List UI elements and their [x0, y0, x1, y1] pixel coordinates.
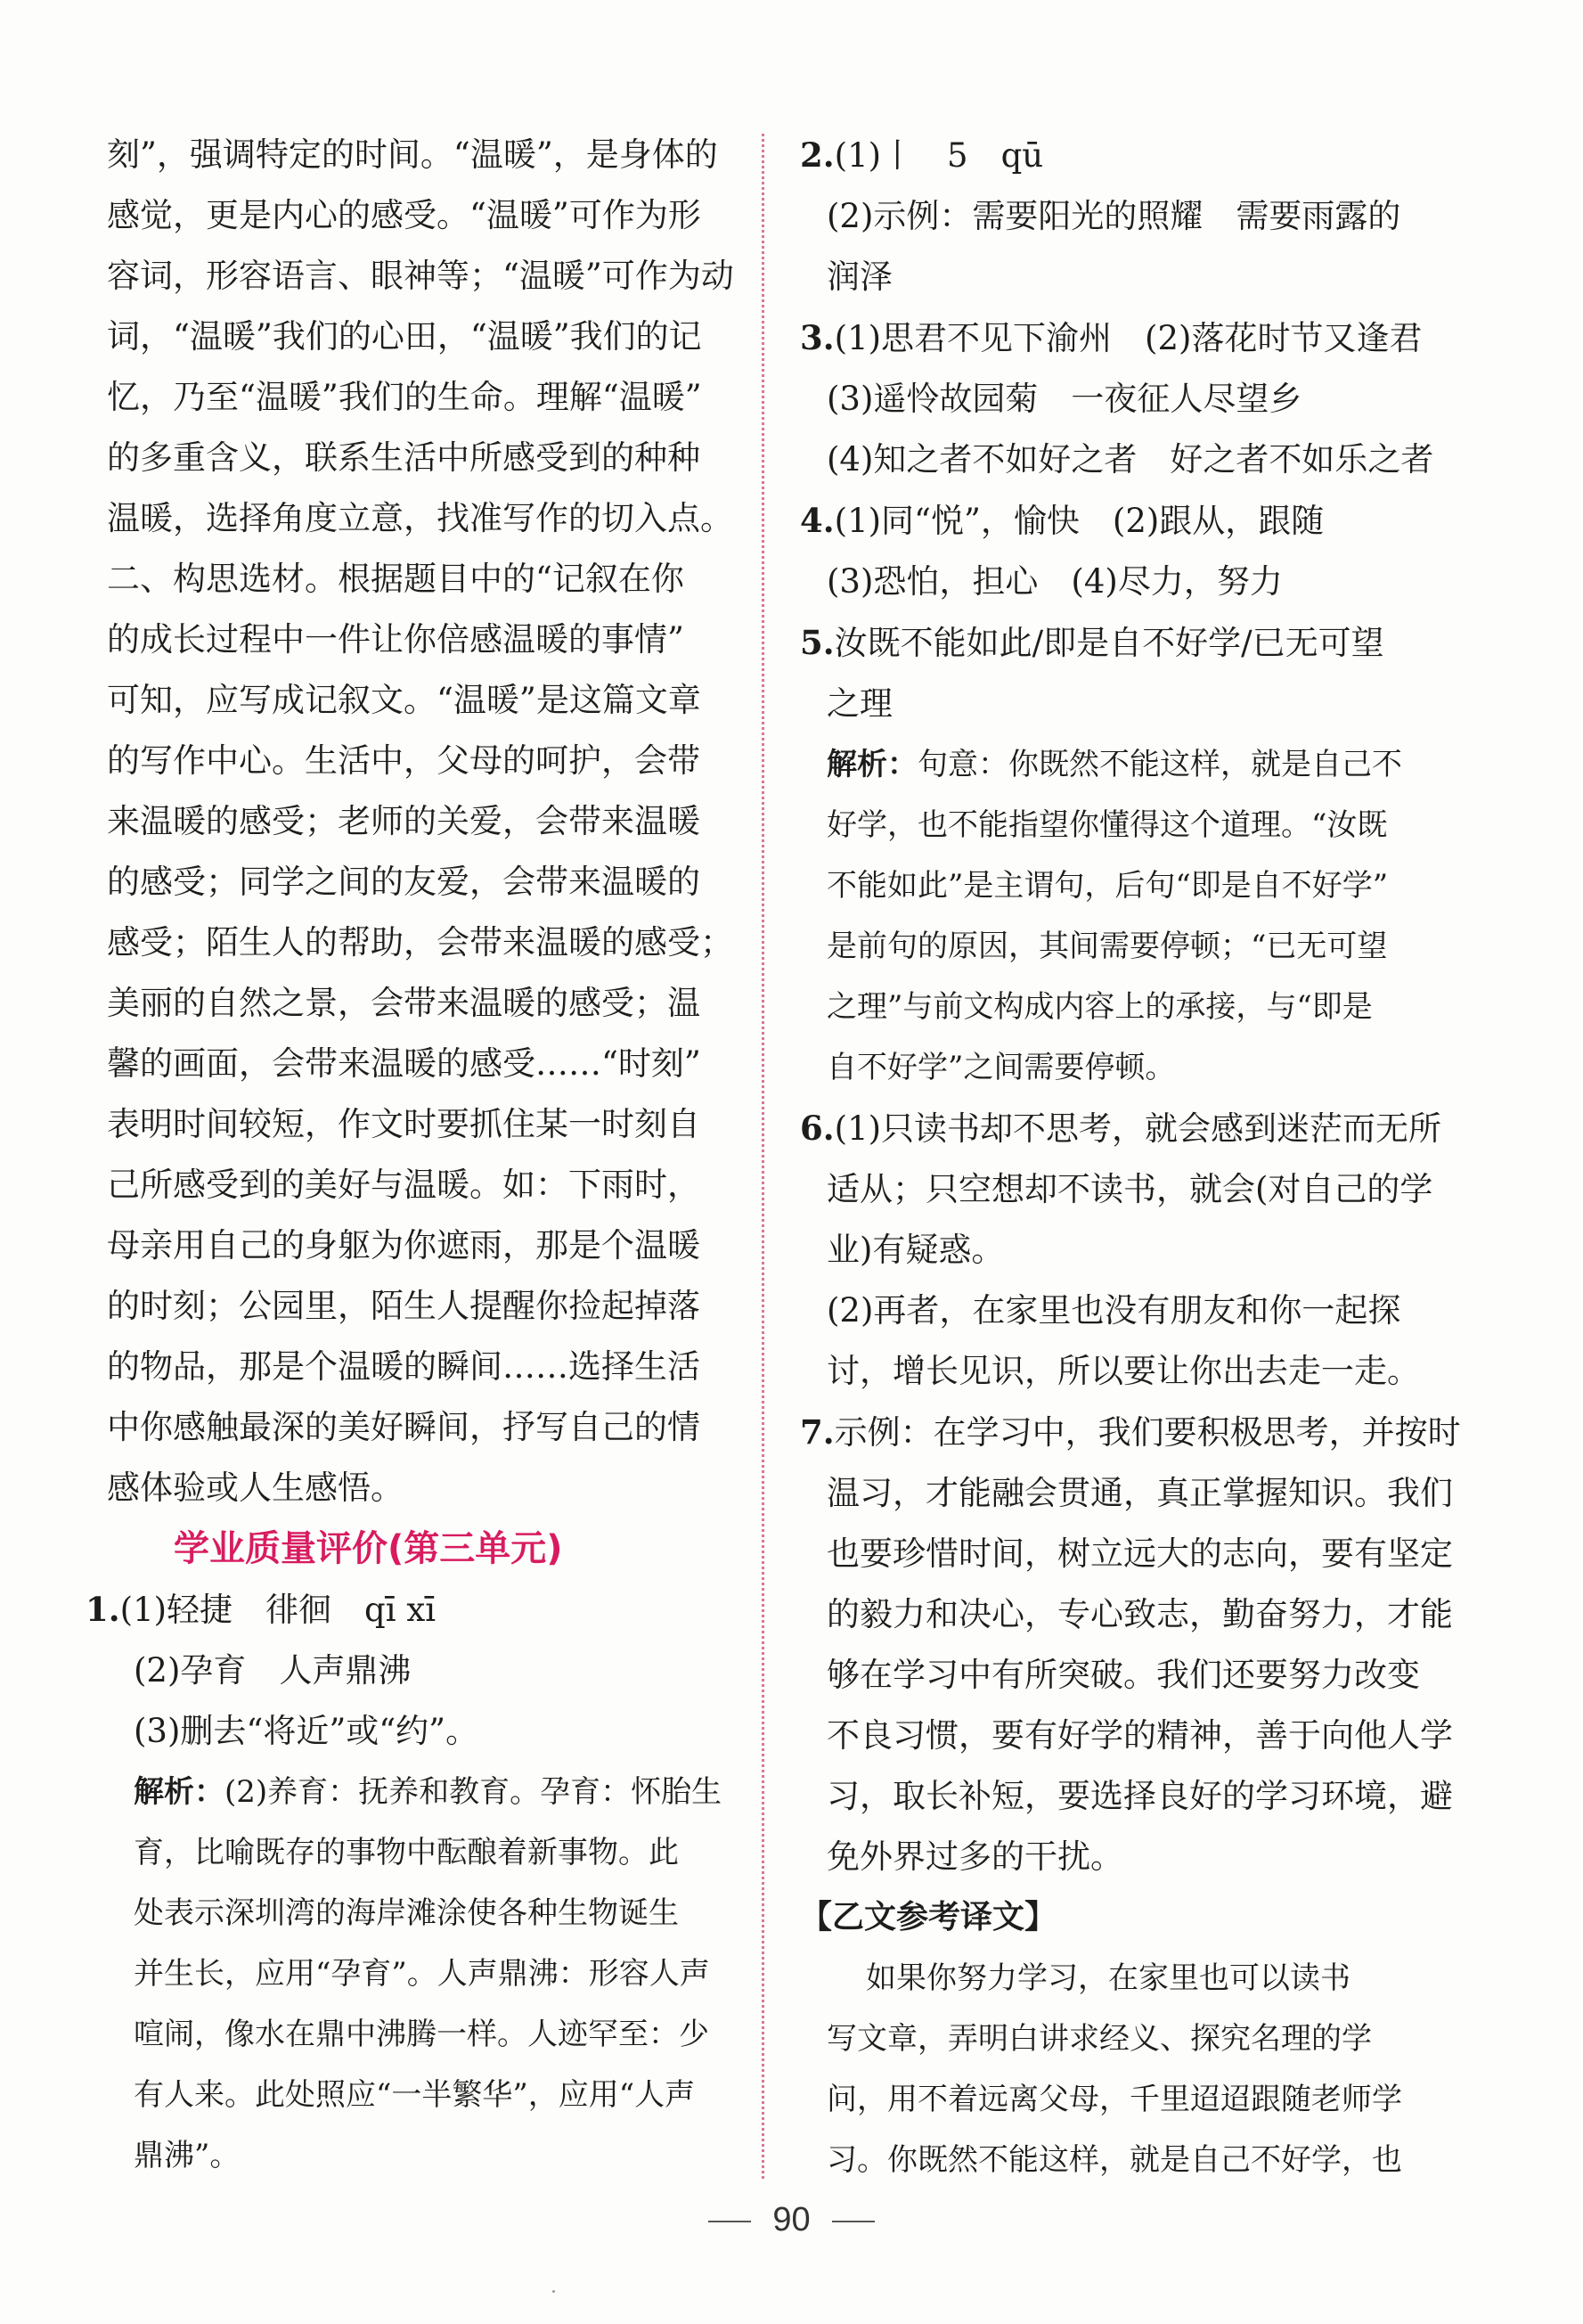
- text-line: 二、构思选材。根据题目中的“记叙在你: [107, 560, 684, 598]
- answer-line: 讨，增长见识，所以要让你出去走一走。: [827, 1352, 1420, 1390]
- text-line: 词，“温暖”我们的心田，“温暖”我们的记: [107, 317, 702, 356]
- right-column: [800, 125, 1459, 2190]
- analysis-line: 鼎沸”。: [134, 2138, 241, 2173]
- footer-dash-right: [832, 2221, 875, 2222]
- question-number: 7.: [800, 1412, 835, 1452]
- question-number: 5.: [800, 623, 835, 662]
- answer-line: 业)有疑惑。: [827, 1231, 1005, 1269]
- answer-line: [86, 1579, 739, 1641]
- column-divider: [762, 134, 764, 2179]
- analysis-text: 句意：你既然不能这样，就是自己不: [918, 747, 1402, 782]
- question-4: [800, 490, 1459, 612]
- answer-line: [800, 612, 1459, 674]
- page-number: 90: [772, 2201, 811, 2238]
- analysis-line: 并生长，应用“孕育”。人声鼎沸：形容人声: [134, 1956, 710, 1992]
- essay-guidance: [107, 125, 739, 1518]
- analysis-line: 不能如此”是主谓句，后句“即是自不好学”: [827, 868, 1389, 904]
- answer-line: (3)恐怕，担心 (4)尽力，努力: [827, 562, 1283, 601]
- answer-line: 之理: [827, 684, 893, 723]
- analysis-line: [800, 734, 1459, 795]
- answer-line: [800, 307, 1459, 369]
- text-line: 的写作中心。生活中，父母的呵护，会带: [107, 741, 700, 780]
- translation-line: 如果你努力学习，在家里也可以读书: [866, 1960, 1350, 1996]
- text-line: 的成长过程中一件让你倍感温暖的事情”: [107, 620, 684, 659]
- answer-text: (1)只读书却不思考，就会感到迷茫而无所: [834, 1109, 1442, 1148]
- translation-line: 习。你既然不能这样，就是自己不好学，也: [827, 2142, 1402, 2178]
- question-7: [800, 1402, 1459, 1887]
- answer-line: 习，取长补短，要选择良好的学习环境，避: [827, 1777, 1453, 1815]
- answer-line: 温习，才能融会贯通，真正掌握知识。我们: [827, 1474, 1453, 1512]
- answer-text: 示例：在学习中，我们要积极思考，并按时: [834, 1413, 1461, 1452]
- question-6: [800, 1098, 1459, 1402]
- analysis-label: 解析：: [827, 747, 918, 782]
- answer-line: [800, 125, 1459, 186]
- text-line: 感觉，更是内心的感受。“温暖”可作为形: [107, 196, 701, 234]
- analysis-line: 好学，也不能指望你懂得这个道理。“汝既: [827, 807, 1388, 843]
- answer-line: (2)再者，在家里也没有朋友和你一起探: [827, 1291, 1401, 1330]
- text-line: 容词，形容语言、眼神等；“温暖”可作为动: [107, 257, 734, 295]
- analysis-line: 是前句的原因，其间需要停顿；“已无可望: [827, 929, 1388, 964]
- answer-line: 也要珍惜时间，树立远大的志向，要有坚定: [827, 1534, 1453, 1573]
- translation: [800, 1887, 1459, 2190]
- answer-line: 润泽: [827, 258, 893, 296]
- question-number: 4.: [800, 501, 835, 540]
- translation-line: 问，用不着远离父母，千里迢迢跟随老师学: [827, 2082, 1402, 2117]
- text-line: 己所感受到的美好与温暖。如：下雨时，: [107, 1166, 700, 1204]
- page-footer: [0, 2201, 1583, 2239]
- left-column: [86, 125, 739, 2186]
- text-line: 感体验或人生感悟。: [107, 1469, 404, 1507]
- question-5: [800, 612, 1459, 1098]
- answer-line: (2)孕育 人声鼎沸: [134, 1651, 412, 1690]
- text-line: 温暖，选择角度立意，找准写作的切入点。: [107, 499, 733, 537]
- answer-text: (1)思君不见下渝州 (2)落花时节又逢君: [834, 319, 1423, 357]
- speck: [552, 2290, 555, 2293]
- analysis-line: 喧闹，像水在鼎中沸腾一样。人迹罕至：少: [134, 2017, 709, 2052]
- question-number: 3.: [800, 318, 835, 357]
- answer-line: (2)示例：需要阳光的照耀 需要雨露的: [827, 197, 1401, 235]
- question-number: 2.: [800, 135, 835, 175]
- analysis-line: 育，比喻既存的事物中酝酿着新事物。此: [134, 1835, 679, 1870]
- answer-text: (1)同“悦”，愉快 (2)跟从，跟随: [834, 502, 1325, 540]
- text-line: 感受；陌生人的帮助，会带来温暖的感受；: [107, 923, 733, 962]
- answer-line: 够在学习中有所突破。我们还要努力改变: [827, 1656, 1420, 1694]
- question-number: 1.: [86, 1590, 120, 1629]
- answer-line: (3)遥怜故园菊 一夜征人尽望乡: [827, 380, 1302, 418]
- text-line: 的多重含义，联系生活中所感受到的种种: [107, 438, 700, 477]
- text-line: 刻”，强调特定的时间。“温暖”，是身体的: [107, 135, 718, 174]
- answer-line: [800, 490, 1459, 552]
- analysis-line: [107, 1762, 739, 1822]
- question-1: [86, 1579, 739, 2186]
- question-number: 6.: [800, 1109, 835, 1148]
- text-line: 忆，乃至“温暖”我们的生命。理解“温暖”: [107, 378, 702, 416]
- answer-text: (1)轻捷 徘徊 qī xī: [119, 1591, 437, 1629]
- text-line: 母亲用自己的身躯为你遮雨，那是个温暖: [107, 1226, 700, 1264]
- translation-title: 【乙文参考译文】: [800, 1899, 1057, 1935]
- analysis-label: 解析：: [134, 1774, 224, 1810]
- analysis-line: 之理”与前文构成内容上的承接，与“即是: [827, 989, 1373, 1025]
- text-line: 表明时间较短，作文时要抓住某一时刻自: [107, 1105, 700, 1143]
- analysis-line: 有人来。此处照应“一半繁华”，应用“人声: [134, 2077, 696, 2113]
- answer-line: [800, 1402, 1459, 1463]
- answer-line: 不良习惯，要有好学的精神，善于向他人学: [827, 1716, 1453, 1755]
- analysis-text: (2)养育：抚养和教育。孕育：怀胎生: [224, 1774, 722, 1810]
- footer-dash-left: [708, 2221, 751, 2222]
- answer-line: (4)知之者不如好之者 好之者不如乐之者: [827, 440, 1434, 479]
- analysis-line: 处表示深圳湾的海岸滩涂使各种生物诞生: [134, 1895, 679, 1931]
- question-2: [800, 125, 1459, 307]
- text-line: 可知，应写成记叙文。“温暖”是这篇文章: [107, 681, 701, 719]
- answer-text: (1)丨 5 qū: [834, 136, 1044, 175]
- translation-line: 写文章，弄明白讲求经义、探究名理的学: [827, 2021, 1372, 2057]
- answer-text: 汝既不能如此/即是自不好学/已无可望: [834, 624, 1384, 662]
- question-3: [800, 307, 1459, 490]
- text-line: 美丽的自然之景，会带来温暖的感受；温: [107, 984, 700, 1022]
- text-line: 的物品，那是个温暖的瞬间……选择生活: [107, 1347, 700, 1386]
- answer-line: 免外界过多的干扰。: [827, 1837, 1123, 1876]
- answer-line: [800, 1098, 1459, 1159]
- answer-line: (3)删去“将近”或“约”。: [134, 1712, 479, 1750]
- text-line: 的时刻；公园里，陌生人提醒你捡起掉落: [107, 1287, 700, 1325]
- section-title: 学业质量评价(第三单元): [174, 1528, 563, 1569]
- text-line: 来温暖的感受；老师的关爱，会带来温暖: [107, 802, 700, 840]
- text-line: 中你感触最深的美好瞬间，抒写自己的情: [107, 1408, 700, 1446]
- analysis-line: 自不好学”之间需要停顿。: [827, 1050, 1176, 1085]
- text-line: 的感受；同学之间的友爱，会带来温暖的: [107, 863, 700, 901]
- answer-line: 的毅力和决心，专心致志，勤奋努力，才能: [827, 1595, 1453, 1633]
- answer-line: 适从；只空想却不读书，就会(对自己的学: [827, 1170, 1433, 1208]
- text-line: 馨的画面，会带来温暖的感受……“时刻”: [107, 1044, 701, 1083]
